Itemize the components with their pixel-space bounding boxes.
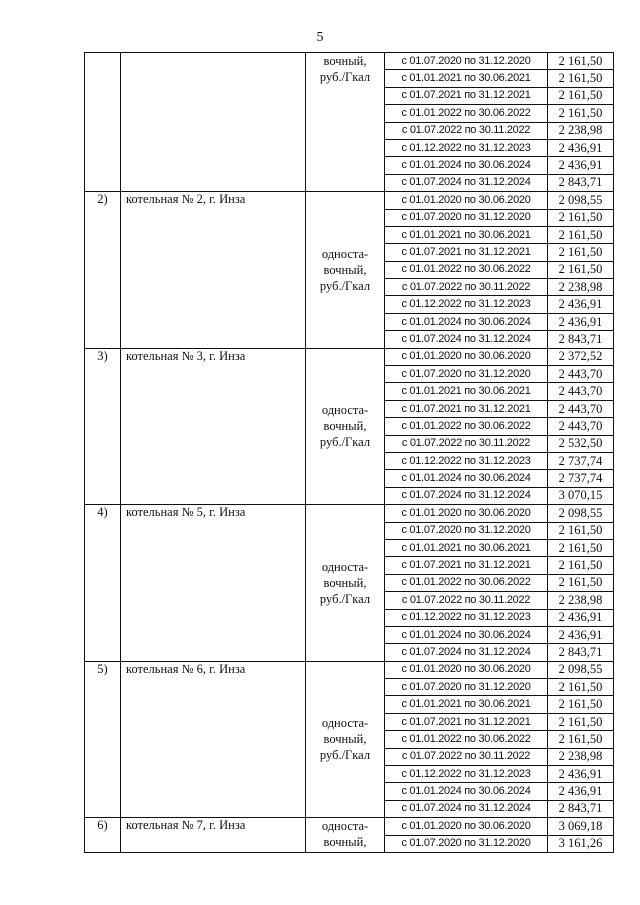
tariff-value-cell: 2 372,52	[548, 348, 614, 365]
tariff-value-cell: 2 098,55	[548, 505, 614, 522]
tariff-type-line: вочный,	[323, 732, 367, 747]
item-number	[85, 53, 121, 192]
period-cell: с 01.07.2024 по 31.12.2024	[385, 644, 548, 661]
period-cell: с 01.07.2022 по 30.11.2022	[385, 279, 548, 296]
tariff-value-cell: 2 436,91	[548, 139, 614, 156]
tariff-value-cell: 2 443,70	[548, 383, 614, 400]
tariff-table-body	[85, 53, 614, 853]
boiler-name: котельная № 6, г. Инза	[121, 661, 306, 818]
period-cell: с 01.07.2024 по 31.12.2024	[385, 331, 548, 348]
boiler-name: котельная № 2, г. Инза	[121, 192, 306, 349]
period-cell: с 01.01.2022 по 30.06.2022	[385, 574, 548, 591]
tariff-value-cell: 2 161,50	[548, 105, 614, 122]
tariff-value-cell: 2 436,91	[548, 313, 614, 330]
tariff-value-cell: 2 161,50	[548, 696, 614, 713]
tariff-table	[84, 52, 614, 853]
period-cell: с 01.07.2021 по 31.12.2021	[385, 557, 548, 574]
period-cell: с 01.07.2022 по 30.11.2022	[385, 748, 548, 765]
tariff-value-cell: 2 443,70	[548, 400, 614, 417]
period-cell: с 01.07.2020 по 31.12.2020	[385, 366, 548, 383]
tariff-type-line: руб./Гкал	[319, 278, 371, 293]
table-row	[85, 661, 614, 678]
boiler-name	[121, 53, 306, 192]
tariff-value-cell: 2 436,91	[548, 609, 614, 626]
tariff-value-cell: 2 436,91	[548, 783, 614, 800]
tariff-value-cell: 2 161,50	[548, 209, 614, 226]
period-cell: с 01.07.2022 по 30.11.2022	[385, 592, 548, 609]
period-cell: с 01.07.2020 по 31.12.2020	[385, 679, 548, 696]
item-number: 6)	[85, 818, 121, 853]
period-cell: с 01.12.2022 по 31.12.2023	[385, 139, 548, 156]
tariff-value-cell: 2 161,50	[548, 226, 614, 243]
tariff-value-cell: 2 161,50	[548, 522, 614, 539]
tariff-value-cell: 2 436,91	[548, 626, 614, 643]
tariff-value-cell: 2 161,50	[548, 574, 614, 591]
tariff-type	[306, 53, 385, 192]
period-cell: с 01.07.2024 по 31.12.2024	[385, 800, 548, 817]
boiler-name: котельная № 3, г. Инза	[121, 348, 306, 505]
tariff-type-line: односта-	[321, 819, 369, 834]
period-cell: с 01.01.2021 по 30.06.2021	[385, 70, 548, 87]
period-cell: с 01.01.2020 по 30.06.2020	[385, 818, 548, 835]
tariff-value-cell: 2 161,50	[548, 557, 614, 574]
period-cell: с 01.01.2020 по 30.06.2020	[385, 505, 548, 522]
tariff-value-cell: 2 532,50	[548, 435, 614, 452]
tariff-value-cell: 2 436,91	[548, 766, 614, 783]
tariff-value-cell: 2 843,71	[548, 644, 614, 661]
tariff-type-line: вочный,	[323, 575, 367, 590]
tariff-value-cell: 2 436,91	[548, 296, 614, 313]
boiler-name: котельная № 5, г. Инза	[121, 505, 306, 662]
tariff-value-cell: 2 238,98	[548, 279, 614, 296]
tariff-type	[306, 348, 385, 505]
item-number: 2)	[85, 192, 121, 349]
table-row	[85, 818, 614, 835]
tariff-value-cell: 2 098,55	[548, 192, 614, 209]
tariff-value-cell: 2 737,74	[548, 470, 614, 487]
tariff-value-cell: 2 161,50	[548, 731, 614, 748]
tariff-type-line: односта-	[321, 716, 369, 731]
table-row	[85, 192, 614, 209]
tariff-type-line: руб./Гкал	[319, 591, 371, 606]
tariff-type	[306, 505, 385, 662]
period-cell: с 01.07.2020 по 31.12.2020	[385, 835, 548, 852]
tariff-type-line: вочный,	[323, 835, 367, 850]
tariff-value-cell: 2 161,50	[548, 70, 614, 87]
period-cell: с 01.07.2021 по 31.12.2021	[385, 244, 548, 261]
page-number: 5	[316, 30, 324, 45]
period-cell: с 01.01.2020 по 30.06.2020	[385, 348, 548, 365]
tariff-value-cell: 2 161,50	[548, 261, 614, 278]
tariff-type-line: односта-	[321, 246, 369, 261]
period-cell: с 01.12.2022 по 31.12.2023	[385, 452, 548, 469]
period-cell: с 01.01.2021 по 30.06.2021	[385, 539, 548, 556]
tariff-value-cell: 3 069,18	[548, 818, 614, 835]
tariff-value-cell: 3 070,15	[548, 487, 614, 504]
table-row	[85, 348, 614, 365]
tariff-value-cell: 2 843,71	[548, 331, 614, 348]
item-number: 3)	[85, 348, 121, 505]
period-cell: с 01.01.2022 по 30.06.2022	[385, 731, 548, 748]
tariff-value-cell: 2 161,50	[548, 244, 614, 261]
period-cell: с 01.01.2022 по 30.06.2022	[385, 105, 548, 122]
period-cell: с 01.07.2021 по 31.12.2021	[385, 87, 548, 104]
tariff-type-line: односта-	[321, 559, 369, 574]
period-cell: с 01.01.2024 по 30.06.2024	[385, 157, 548, 174]
table-row	[85, 505, 614, 522]
tariff-value-cell: 2 161,50	[548, 539, 614, 556]
period-cell: с 01.07.2020 по 31.12.2020	[385, 209, 548, 226]
tariff-type-line: односта-	[321, 403, 369, 418]
tariff-value-cell: 2 161,50	[548, 87, 614, 104]
period-cell: с 01.01.2021 по 30.06.2021	[385, 696, 548, 713]
tariff-type	[306, 818, 385, 853]
tariff-value-cell: 2 436,91	[548, 157, 614, 174]
tariff-type	[306, 661, 385, 818]
period-cell: с 01.01.2022 по 30.06.2022	[385, 261, 548, 278]
period-cell: с 01.12.2022 по 31.12.2023	[385, 766, 548, 783]
period-cell: с 01.01.2022 по 30.06.2022	[385, 418, 548, 435]
tariff-type-line: вочный,	[323, 419, 367, 434]
tariff-value-cell: 2 161,50	[548, 679, 614, 696]
period-cell: с 01.07.2021 по 31.12.2021	[385, 713, 548, 730]
period-cell: с 01.01.2021 по 30.06.2021	[385, 383, 548, 400]
tariff-value-cell: 2 443,70	[548, 418, 614, 435]
period-cell: с 01.01.2021 по 30.06.2021	[385, 226, 548, 243]
period-cell: с 01.01.2020 по 30.06.2020	[385, 192, 548, 209]
tariff-value-cell: 2 238,98	[548, 122, 614, 139]
tariff-type-line: руб./Гкал	[319, 748, 371, 763]
period-cell: с 01.07.2022 по 30.11.2022	[385, 435, 548, 452]
tariff-value-cell: 2 238,98	[548, 592, 614, 609]
period-cell: с 01.12.2022 по 31.12.2023	[385, 609, 548, 626]
item-number: 4)	[85, 505, 121, 662]
period-cell: с 01.07.2020 по 31.12.2020	[385, 522, 548, 539]
tariff-value-cell: 3 161,26	[548, 835, 614, 852]
period-cell: с 01.07.2024 по 31.12.2024	[385, 487, 548, 504]
tariff-type-line: вочный,	[323, 262, 367, 277]
tariff-value-cell: 2 161,50	[548, 713, 614, 730]
period-cell: с 01.01.2024 по 30.06.2024	[385, 783, 548, 800]
item-number: 5)	[85, 661, 121, 818]
period-cell: с 01.07.2024 по 31.12.2024	[385, 174, 548, 191]
period-cell: с 01.07.2020 по 31.12.2020	[385, 53, 548, 70]
tariff-type-line: руб./Гкал	[319, 70, 371, 84]
period-cell: с 01.01.2024 по 30.06.2024	[385, 626, 548, 643]
period-cell: с 01.07.2021 по 31.12.2021	[385, 400, 548, 417]
tariff-value-cell: 2 843,71	[548, 800, 614, 817]
tariff-value-cell: 2 443,70	[548, 366, 614, 383]
tariff-value-cell: 2 098,55	[548, 661, 614, 678]
period-cell: с 01.01.2020 по 30.06.2020	[385, 661, 548, 678]
tariff-value-cell: 2 737,74	[548, 452, 614, 469]
period-cell: с 01.07.2022 по 30.11.2022	[385, 122, 548, 139]
tariff-value-cell: 2 238,98	[548, 748, 614, 765]
period-cell: с 01.01.2024 по 30.06.2024	[385, 313, 548, 330]
table-row	[85, 53, 614, 70]
period-cell: с 01.01.2024 по 30.06.2024	[385, 470, 548, 487]
tariff-type-line: руб./Гкал	[319, 435, 371, 450]
period-cell: с 01.12.2022 по 31.12.2023	[385, 296, 548, 313]
tariff-value-cell: 2 161,50	[548, 53, 614, 70]
tariff-type	[306, 192, 385, 349]
tariff-value-cell: 2 843,71	[548, 174, 614, 191]
boiler-name: котельная № 7, г. Инза	[121, 818, 306, 853]
tariff-type-line: вочный,	[323, 54, 367, 68]
